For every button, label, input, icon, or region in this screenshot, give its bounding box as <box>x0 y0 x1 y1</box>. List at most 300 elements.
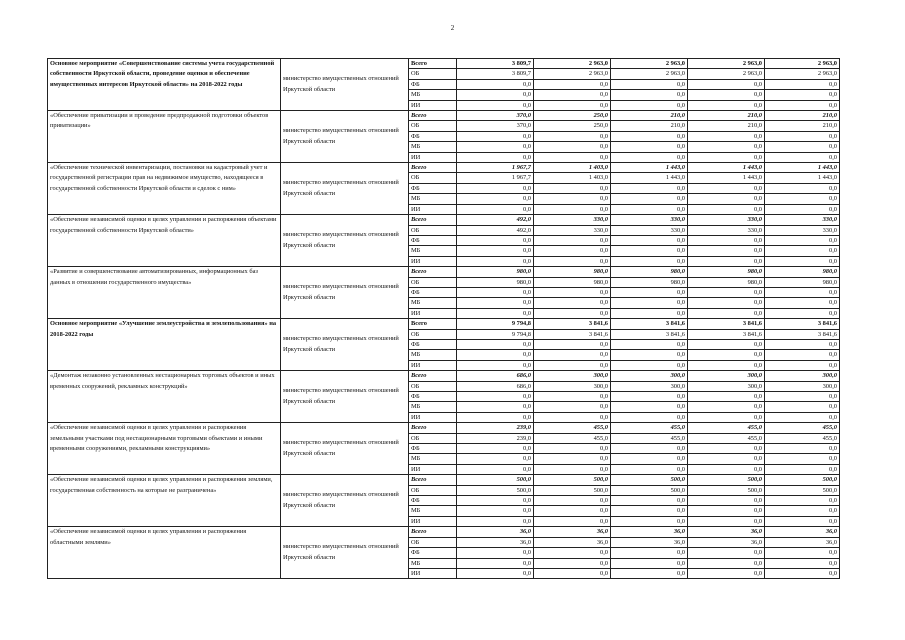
amount-cell: 1 443,0 <box>611 163 688 173</box>
amount-cell: 0,0 <box>534 287 611 297</box>
amount-cell: 0,0 <box>765 392 840 402</box>
executor-cell: министерство имущественных отношений Иркутской области <box>281 475 409 527</box>
amount-cell: 36,0 <box>457 537 534 547</box>
amount-cell: 0,0 <box>534 339 611 349</box>
amount-cell: 0,0 <box>688 235 765 245</box>
amount-cell: 0,0 <box>688 339 765 349</box>
amount-cell: 0,0 <box>534 204 611 214</box>
amount-cell: 0,0 <box>611 558 688 568</box>
amount-cell: 0,0 <box>611 90 688 100</box>
amount-cell: 455,0 <box>765 433 840 443</box>
amount-cell: 9 794,8 <box>457 319 534 329</box>
amount-cell: 0,0 <box>688 444 765 454</box>
funding-source-cell: ОБ <box>409 173 457 183</box>
funding-source-cell: ИИ <box>409 204 457 214</box>
amount-cell: 0,0 <box>534 464 611 474</box>
amount-cell: 330,0 <box>611 215 688 225</box>
amount-cell: 1 967,7 <box>457 173 534 183</box>
table-row-total <box>48 423 840 433</box>
amount-cell: 0,0 <box>457 90 534 100</box>
funding-source-cell: ИИ <box>409 360 457 370</box>
amount-cell: 0,0 <box>688 287 765 297</box>
amount-cell: 0,0 <box>457 298 534 308</box>
amount-cell: 0,0 <box>611 194 688 204</box>
amount-cell: 0,0 <box>688 506 765 516</box>
amount-cell: 3 841,6 <box>765 319 840 329</box>
amount-cell: 0,0 <box>688 412 765 422</box>
amount-cell: 0,0 <box>765 235 840 245</box>
amount-cell: 0,0 <box>765 100 840 110</box>
activity-title: «Обеспечение технической инвентаризации, постановки на кадастровый учет и государственной регистрации прав на недвижимое имущество, находящееся в государственной собственности Иркутской области и сделок с ним» <box>48 163 281 215</box>
funding-source-cell: ФБ <box>409 392 457 402</box>
amount-cell: 2 963,0 <box>611 59 688 69</box>
executor-cell: министерство имущественных отношений Иркутской области <box>281 215 409 267</box>
executor-cell: министерство имущественных отношений Иркутской области <box>281 59 409 111</box>
amount-cell: 3 841,6 <box>688 329 765 339</box>
amount-cell: 3 809,7 <box>457 59 534 69</box>
amount-cell: 0,0 <box>457 548 534 558</box>
amount-cell: 0,0 <box>534 412 611 422</box>
funding-source-cell: ФБ <box>409 548 457 558</box>
amount-cell: 0,0 <box>688 568 765 578</box>
activity-title: «Обеспечение независимой оценки в целях управления и распоряжения землями, государственная собственность на которые не разграничена» <box>48 475 281 527</box>
amount-cell: 0,0 <box>457 287 534 297</box>
amount-cell: 0,0 <box>765 246 840 256</box>
funding-source-cell: Всего <box>409 319 457 329</box>
amount-cell: 239,0 <box>457 433 534 443</box>
amount-cell: 0,0 <box>765 339 840 349</box>
amount-cell: 0,0 <box>765 412 840 422</box>
table-row-total <box>48 215 840 225</box>
amount-cell: 0,0 <box>457 412 534 422</box>
amount-cell: 0,0 <box>688 100 765 110</box>
amount-cell: 0,0 <box>688 131 765 141</box>
funding-source-cell: ФБ <box>409 496 457 506</box>
funding-source-cell: ОБ <box>409 121 457 131</box>
activity-title: «Обеспечение независимой оценки в целях управления и распоряжения областными землями» <box>48 527 281 579</box>
executor-cell: министерство имущественных отношений Иркутской области <box>281 527 409 579</box>
amount-cell: 210,0 <box>688 121 765 131</box>
funding-source-cell: ИИ <box>409 516 457 526</box>
amount-cell: 0,0 <box>611 444 688 454</box>
amount-cell: 370,0 <box>457 111 534 121</box>
amount-cell: 0,0 <box>765 204 840 214</box>
funding-source-cell: Всего <box>409 475 457 485</box>
amount-cell: 0,0 <box>765 558 840 568</box>
amount-cell: 330,0 <box>765 225 840 235</box>
amount-cell: 0,0 <box>688 392 765 402</box>
amount-cell: 330,0 <box>688 225 765 235</box>
budget-table <box>47 58 840 579</box>
amount-cell: 500,0 <box>611 475 688 485</box>
amount-cell: 0,0 <box>611 568 688 578</box>
amount-cell: 455,0 <box>765 423 840 433</box>
amount-cell: 0,0 <box>534 496 611 506</box>
table-row-total <box>48 475 840 485</box>
amount-cell: 980,0 <box>611 267 688 277</box>
amount-cell: 0,0 <box>688 204 765 214</box>
amount-cell: 0,0 <box>688 402 765 412</box>
amount-cell: 455,0 <box>611 423 688 433</box>
funding-source-cell: МБ <box>409 402 457 412</box>
amount-cell: 0,0 <box>765 90 840 100</box>
amount-cell: 1 443,0 <box>765 173 840 183</box>
amount-cell: 1 443,0 <box>765 163 840 173</box>
funding-source-cell: ФБ <box>409 444 457 454</box>
amount-cell: 0,0 <box>765 548 840 558</box>
amount-cell: 0,0 <box>534 142 611 152</box>
amount-cell: 500,0 <box>611 485 688 495</box>
amount-cell: 0,0 <box>534 548 611 558</box>
amount-cell: 1 443,0 <box>688 163 765 173</box>
activity-title: «Обеспечение независимой оценки в целях управления и распоряжения объектами государственной собственности Иркутской области» <box>48 215 281 267</box>
table-row-total <box>48 267 840 277</box>
amount-cell: 500,0 <box>534 485 611 495</box>
amount-cell: 0,0 <box>457 454 534 464</box>
funding-source-cell: ИИ <box>409 152 457 162</box>
amount-cell: 36,0 <box>457 527 534 537</box>
amount-cell: 0,0 <box>765 79 840 89</box>
amount-cell: 0,0 <box>688 152 765 162</box>
table-row-total <box>48 371 840 381</box>
amount-cell: 330,0 <box>534 225 611 235</box>
amount-cell: 2 963,0 <box>534 59 611 69</box>
amount-cell: 0,0 <box>457 392 534 402</box>
amount-cell: 300,0 <box>534 371 611 381</box>
amount-cell: 210,0 <box>688 111 765 121</box>
amount-cell: 0,0 <box>534 568 611 578</box>
funding-source-cell: Всего <box>409 163 457 173</box>
funding-source-cell: Всего <box>409 59 457 69</box>
amount-cell: 0,0 <box>457 235 534 245</box>
amount-cell: 0,0 <box>611 204 688 214</box>
amount-cell: 0,0 <box>611 339 688 349</box>
amount-cell: 0,0 <box>611 298 688 308</box>
amount-cell: 1 403,0 <box>534 173 611 183</box>
funding-source-cell: ИИ <box>409 100 457 110</box>
amount-cell: 9 794,8 <box>457 329 534 339</box>
amount-cell: 0,0 <box>765 287 840 297</box>
amount-cell: 2 963,0 <box>765 59 840 69</box>
funding-source-cell: ОБ <box>409 537 457 547</box>
amount-cell: 0,0 <box>688 360 765 370</box>
activity-title: «Демонтаж незаконно установленных нестационарных торговых объектов и иных временных сооружений, рекламных конструкций» <box>48 371 281 423</box>
amount-cell: 0,0 <box>457 246 534 256</box>
funding-source-cell: ФБ <box>409 183 457 193</box>
amount-cell: 0,0 <box>688 183 765 193</box>
funding-source-cell: ОБ <box>409 329 457 339</box>
amount-cell: 0,0 <box>534 392 611 402</box>
amount-cell: 0,0 <box>765 194 840 204</box>
amount-cell: 0,0 <box>765 350 840 360</box>
amount-cell: 0,0 <box>457 568 534 578</box>
funding-source-cell: ОБ <box>409 277 457 287</box>
funding-source-cell: ИИ <box>409 568 457 578</box>
amount-cell: 0,0 <box>611 235 688 245</box>
amount-cell: 0,0 <box>688 350 765 360</box>
amount-cell: 0,0 <box>534 516 611 526</box>
amount-cell: 0,0 <box>534 131 611 141</box>
amount-cell: 0,0 <box>534 444 611 454</box>
main-activity-title: Основное мероприятие «Улучшение землеустройства и землепользования» на 2018-2022 годы <box>48 319 281 371</box>
amount-cell: 0,0 <box>457 142 534 152</box>
funding-source-cell: МБ <box>409 90 457 100</box>
table-body <box>48 59 840 579</box>
amount-cell: 0,0 <box>688 516 765 526</box>
amount-cell: 686,0 <box>457 371 534 381</box>
amount-cell: 500,0 <box>534 475 611 485</box>
amount-cell: 0,0 <box>765 402 840 412</box>
amount-cell: 3 841,6 <box>688 319 765 329</box>
amount-cell: 36,0 <box>765 527 840 537</box>
amount-cell: 0,0 <box>534 194 611 204</box>
amount-cell: 0,0 <box>534 256 611 266</box>
amount-cell: 0,0 <box>611 454 688 464</box>
funding-source-cell: Всего <box>409 267 457 277</box>
amount-cell: 455,0 <box>534 433 611 443</box>
amount-cell: 0,0 <box>534 235 611 245</box>
funding-source-cell: ФБ <box>409 131 457 141</box>
amount-cell: 980,0 <box>765 267 840 277</box>
table-row-total <box>48 527 840 537</box>
amount-cell: 500,0 <box>688 475 765 485</box>
amount-cell: 0,0 <box>611 392 688 402</box>
amount-cell: 210,0 <box>765 121 840 131</box>
amount-cell: 36,0 <box>534 527 611 537</box>
amount-cell: 0,0 <box>765 298 840 308</box>
funding-source-cell: ИИ <box>409 412 457 422</box>
amount-cell: 0,0 <box>688 558 765 568</box>
amount-cell: 0,0 <box>457 360 534 370</box>
amount-cell: 980,0 <box>688 267 765 277</box>
amount-cell: 3 841,6 <box>534 329 611 339</box>
amount-cell: 0,0 <box>534 308 611 318</box>
amount-cell: 0,0 <box>534 506 611 516</box>
amount-cell: 492,0 <box>457 215 534 225</box>
amount-cell: 0,0 <box>688 454 765 464</box>
amount-cell: 0,0 <box>688 298 765 308</box>
amount-cell: 500,0 <box>765 485 840 495</box>
amount-cell: 980,0 <box>688 277 765 287</box>
funding-source-cell: МБ <box>409 298 457 308</box>
funding-source-cell: ФБ <box>409 79 457 89</box>
amount-cell: 0,0 <box>765 256 840 266</box>
activity-title: «Развитие и совершенствование автоматизированных, информационных баз данных в отношении государственного имущества» <box>48 267 281 319</box>
amount-cell: 0,0 <box>611 287 688 297</box>
amount-cell: 1 967,7 <box>457 163 534 173</box>
funding-source-cell: МБ <box>409 142 457 152</box>
amount-cell: 980,0 <box>457 267 534 277</box>
amount-cell: 210,0 <box>611 111 688 121</box>
amount-cell: 3 841,6 <box>765 329 840 339</box>
funding-source-cell: МБ <box>409 506 457 516</box>
amount-cell: 1 443,0 <box>611 173 688 183</box>
amount-cell: 0,0 <box>457 183 534 193</box>
amount-cell: 36,0 <box>534 537 611 547</box>
amount-cell: 300,0 <box>765 371 840 381</box>
amount-cell: 330,0 <box>765 215 840 225</box>
executor-cell: министерство имущественных отношений Иркутской области <box>281 267 409 319</box>
amount-cell: 0,0 <box>534 402 611 412</box>
funding-source-cell: МБ <box>409 558 457 568</box>
funding-source-cell: ИИ <box>409 256 457 266</box>
amount-cell: 0,0 <box>611 350 688 360</box>
amount-cell: 980,0 <box>534 277 611 287</box>
funding-source-cell: ФБ <box>409 287 457 297</box>
amount-cell: 0,0 <box>457 308 534 318</box>
table-row-total <box>48 111 840 121</box>
amount-cell: 36,0 <box>611 527 688 537</box>
amount-cell: 0,0 <box>611 496 688 506</box>
amount-cell: 300,0 <box>688 371 765 381</box>
funding-source-cell: Всего <box>409 527 457 537</box>
amount-cell: 455,0 <box>611 433 688 443</box>
amount-cell: 492,0 <box>457 225 534 235</box>
amount-cell: 500,0 <box>457 475 534 485</box>
amount-cell: 0,0 <box>611 516 688 526</box>
funding-source-cell: ИИ <box>409 464 457 474</box>
amount-cell: 0,0 <box>611 360 688 370</box>
amount-cell: 0,0 <box>457 516 534 526</box>
executor-cell: министерство имущественных отношений Иркутской области <box>281 111 409 163</box>
funding-source-cell: ОБ <box>409 225 457 235</box>
amount-cell: 0,0 <box>688 79 765 89</box>
amount-cell: 980,0 <box>457 277 534 287</box>
activity-title: «Обеспечение независимой оценки в целях управления и распоряжения земельными участками под нестационарными торговыми объектами и иными временными сооружениями, рекламными конструкциями» <box>48 423 281 475</box>
funding-source-cell: МБ <box>409 246 457 256</box>
amount-cell: 0,0 <box>457 256 534 266</box>
amount-cell: 0,0 <box>534 152 611 162</box>
amount-cell: 0,0 <box>688 256 765 266</box>
amount-cell: 0,0 <box>611 548 688 558</box>
amount-cell: 2 963,0 <box>765 69 840 79</box>
amount-cell: 0,0 <box>765 152 840 162</box>
amount-cell: 0,0 <box>688 246 765 256</box>
amount-cell: 686,0 <box>457 381 534 391</box>
amount-cell: 0,0 <box>611 256 688 266</box>
amount-cell: 0,0 <box>611 506 688 516</box>
amount-cell: 0,0 <box>688 464 765 474</box>
amount-cell: 980,0 <box>765 277 840 287</box>
amount-cell: 36,0 <box>688 527 765 537</box>
amount-cell: 0,0 <box>457 464 534 474</box>
funding-source-cell: МБ <box>409 194 457 204</box>
amount-cell: 239,0 <box>457 423 534 433</box>
amount-cell: 0,0 <box>457 558 534 568</box>
funding-source-cell: Всего <box>409 423 457 433</box>
amount-cell: 1 403,0 <box>534 163 611 173</box>
amount-cell: 3 809,7 <box>457 69 534 79</box>
amount-cell: 0,0 <box>534 454 611 464</box>
amount-cell: 210,0 <box>611 121 688 131</box>
amount-cell: 0,0 <box>765 464 840 474</box>
amount-cell: 0,0 <box>765 183 840 193</box>
funding-source-cell: МБ <box>409 454 457 464</box>
amount-cell: 980,0 <box>611 277 688 287</box>
amount-cell: 0,0 <box>765 360 840 370</box>
amount-cell: 0,0 <box>611 79 688 89</box>
amount-cell: 0,0 <box>611 246 688 256</box>
amount-cell: 0,0 <box>457 444 534 454</box>
amount-cell: 300,0 <box>611 381 688 391</box>
funding-source-cell: Всего <box>409 371 457 381</box>
amount-cell: 0,0 <box>688 308 765 318</box>
amount-cell: 330,0 <box>688 215 765 225</box>
amount-cell: 0,0 <box>688 90 765 100</box>
amount-cell: 300,0 <box>611 371 688 381</box>
amount-cell: 500,0 <box>765 475 840 485</box>
amount-cell: 330,0 <box>611 225 688 235</box>
activity-title: «Обеспечение приватизации и проведение предпродажной подготовки объектов приватизации» <box>48 111 281 163</box>
executor-cell: министерство имущественных отношений Иркутской области <box>281 319 409 371</box>
amount-cell: 0,0 <box>534 100 611 110</box>
amount-cell: 0,0 <box>688 142 765 152</box>
amount-cell: 0,0 <box>765 568 840 578</box>
amount-cell: 36,0 <box>765 537 840 547</box>
funding-source-cell: ИИ <box>409 308 457 318</box>
amount-cell: 0,0 <box>534 183 611 193</box>
amount-cell: 36,0 <box>611 537 688 547</box>
funding-source-cell: ОБ <box>409 69 457 79</box>
amount-cell: 980,0 <box>534 267 611 277</box>
funding-source-cell: МБ <box>409 350 457 360</box>
amount-cell: 500,0 <box>688 485 765 495</box>
executor-cell: министерство имущественных отношений Иркутской области <box>281 163 409 215</box>
funding-source-cell: ОБ <box>409 433 457 443</box>
amount-cell: 300,0 <box>688 381 765 391</box>
amount-cell: 0,0 <box>457 402 534 412</box>
amount-cell: 3 841,6 <box>611 319 688 329</box>
amount-cell: 0,0 <box>457 506 534 516</box>
amount-cell: 0,0 <box>457 131 534 141</box>
amount-cell: 300,0 <box>765 381 840 391</box>
amount-cell: 0,0 <box>457 152 534 162</box>
amount-cell: 455,0 <box>688 433 765 443</box>
table-row-total <box>48 59 840 69</box>
amount-cell: 0,0 <box>457 339 534 349</box>
amount-cell: 455,0 <box>534 423 611 433</box>
amount-cell: 0,0 <box>457 350 534 360</box>
amount-cell: 0,0 <box>765 131 840 141</box>
amount-cell: 36,0 <box>688 537 765 547</box>
amount-cell: 250,0 <box>534 111 611 121</box>
amount-cell: 370,0 <box>457 121 534 131</box>
amount-cell: 500,0 <box>457 485 534 495</box>
amount-cell: 0,0 <box>611 152 688 162</box>
executor-cell: министерство имущественных отношений Иркутской области <box>281 423 409 475</box>
amount-cell: 0,0 <box>611 402 688 412</box>
amount-cell: 0,0 <box>765 444 840 454</box>
amount-cell: 0,0 <box>457 204 534 214</box>
page-number: 2 <box>450 24 455 32</box>
amount-cell: 2 963,0 <box>688 69 765 79</box>
amount-cell: 300,0 <box>534 381 611 391</box>
amount-cell: 0,0 <box>534 298 611 308</box>
amount-cell: 0,0 <box>765 506 840 516</box>
amount-cell: 0,0 <box>534 79 611 89</box>
amount-cell: 2 963,0 <box>688 59 765 69</box>
amount-cell: 0,0 <box>688 548 765 558</box>
amount-cell: 0,0 <box>457 79 534 89</box>
amount-cell: 0,0 <box>534 558 611 568</box>
funding-source-cell: ОБ <box>409 485 457 495</box>
amount-cell: 2 963,0 <box>611 69 688 79</box>
amount-cell: 250,0 <box>534 121 611 131</box>
amount-cell: 3 841,6 <box>534 319 611 329</box>
amount-cell: 0,0 <box>534 246 611 256</box>
amount-cell: 0,0 <box>534 360 611 370</box>
amount-cell: 210,0 <box>765 111 840 121</box>
